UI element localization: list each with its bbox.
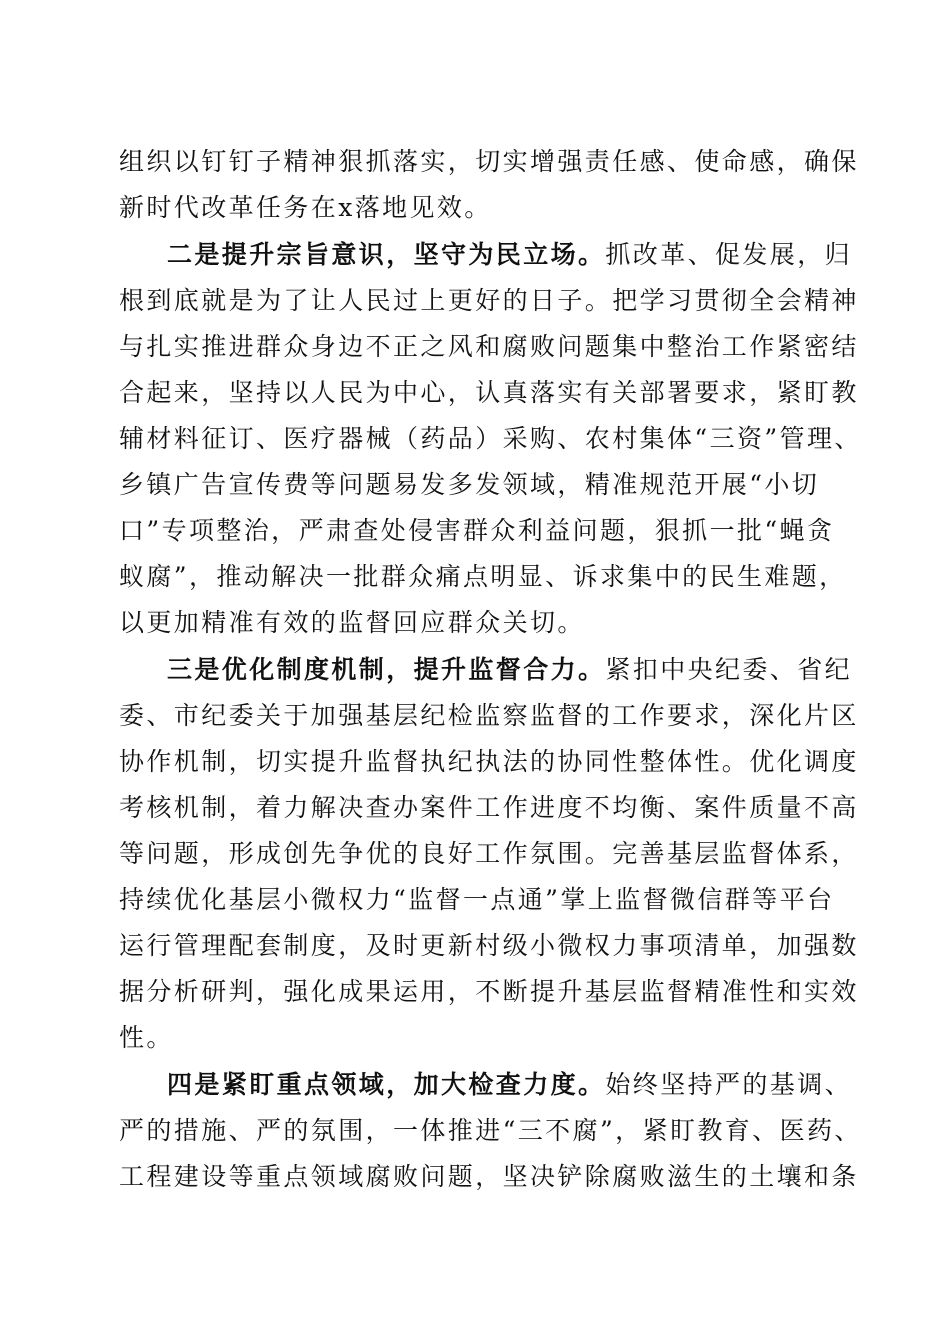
paragraph-4-line-2: 严的措施、严的氛围，一体推进“三不腐”，紧盯教育、医药、 <box>119 1116 862 1145</box>
paragraph-2-line-1-rest: 抓改革、促发展，归 <box>605 240 853 269</box>
paragraph-2-line-8: 蚁腐”，推动解决一批群众痛点明显、诉求集中的民生难题， <box>119 562 847 591</box>
paragraph-3-line-9: 性。 <box>119 1023 174 1052</box>
paragraph-1-line-2: 新时代改革任务在x落地见效。 <box>119 193 492 222</box>
paragraph-3-line-8: 据分析研判，强化成果运用，不断提升基层监督精准性和实效 <box>119 977 859 1006</box>
paragraph-1-line-1: 组织以钉钉子精神狠抓落实，切实增强责任感、使命感，确保 <box>119 147 859 176</box>
paragraph-3-line-4: 考核机制，着力解决查办案件工作进度不均衡、案件质量不高 <box>119 793 859 822</box>
paragraph-3-line-5: 等问题，形成创先争优的良好工作氛围。完善基层监督体系， <box>119 839 859 868</box>
paragraph-4-line-3: 工程建设等重点领域腐败问题，坚决铲除腐败滋生的土壤和条 <box>119 1162 859 1191</box>
paragraph-3-line-1-rest: 紧扣中央纪委、省纪 <box>605 655 853 684</box>
paragraph-2-line-9: 以更加精准有效的监督回应群众关切。 <box>119 608 585 637</box>
paragraph-2-line-3: 与扎实推进群众身边不正之风和腐败问题集中整治工作紧密结 <box>119 332 859 361</box>
paragraph-3-line-6: 持续优化基层小微权力“监督一点通”掌上监督微信群等平台 <box>119 885 835 914</box>
paragraph-2-line-4: 合起来，坚持以人民为中心，认真落实有关部署要求，紧盯教 <box>119 378 859 407</box>
paragraph-4-lead: 四是紧盯重点领域，加大检查力度。 <box>167 1070 606 1099</box>
paragraph-3-line-2: 委、市纪委关于加强基层纪检监察监督的工作要求，深化片区 <box>119 701 859 730</box>
paragraph-2-lead: 二是提升宗旨意识，坚守为民立场。 <box>167 240 606 269</box>
paragraph-2-line-2: 根到底就是为了让人民过上更好的日子。把学习贯彻全会精神 <box>119 286 859 315</box>
paragraph-2-line-5: 辅材料征订、医疗器械（药品）采购、农村集体“三资”管理、 <box>119 424 862 453</box>
paragraph-2-line-6: 乡镇广告宣传费等问题易发多发领域，精准规范开展“小切 <box>119 470 820 499</box>
paragraph-3-line-1 <box>167 648 887 692</box>
paragraph-4-line-1-rest: 始终坚持严的基调、 <box>605 1070 853 1099</box>
paragraph-2-line-7: 口”专项整治，严肃查处侵害群众利益问题，狠抓一批“蝇贪 <box>119 516 835 545</box>
paragraph-4-line-1 <box>167 1063 887 1107</box>
paragraph-3-line-3: 协作机制，切实提升监督执纪执法的协同性整体性。优化调度 <box>119 747 859 776</box>
paragraph-3-lead: 三是优化制度机制，提升监督合力。 <box>167 655 606 684</box>
paragraph-3-line-7: 运行管理配套制度，及时更新村级小微权力事项清单，加强数 <box>119 931 859 960</box>
paragraph-2-line-1 <box>167 233 887 277</box>
